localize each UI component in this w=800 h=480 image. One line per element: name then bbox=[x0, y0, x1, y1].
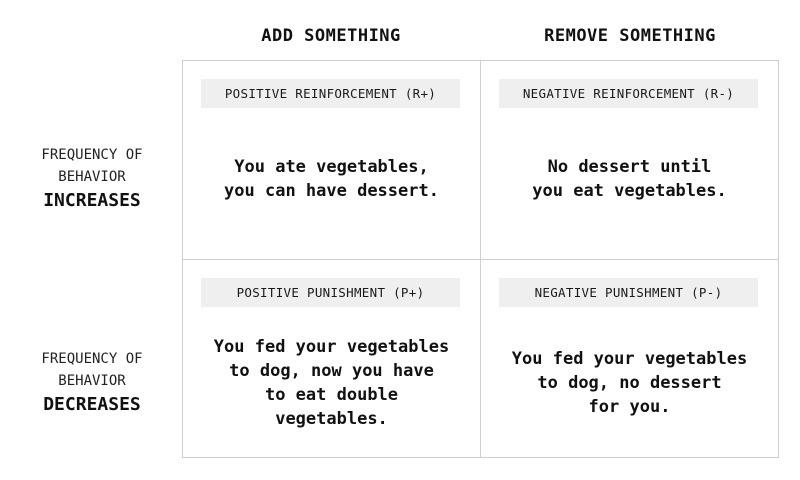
example-line: you eat vegetables. bbox=[532, 181, 727, 201]
cell-positive-punishment bbox=[183, 260, 481, 457]
column-header-remove: REMOVE SOMETHING bbox=[544, 26, 716, 46]
example-line: to dog, no dessert bbox=[537, 373, 722, 393]
example-line: You fed your vegetables bbox=[511, 349, 748, 369]
cell-positive-reinforcement bbox=[183, 61, 481, 260]
row-label-decreases-emphasis: DECREASES bbox=[43, 394, 141, 415]
tag-negative-punishment: NEGATIVE PUNISHMENT (P-) bbox=[499, 278, 758, 307]
example-line: you can have dessert. bbox=[224, 181, 439, 201]
row-label-increases bbox=[22, 144, 162, 213]
tag-positive-punishment: POSITIVE PUNISHMENT (P+) bbox=[201, 278, 460, 307]
tag-negative-reinforcement: NEGATIVE REINFORCEMENT (R-) bbox=[499, 79, 758, 108]
row-label-decreases-line2: BEHAVIOR bbox=[58, 373, 126, 389]
row-label-increases-line1: FREQUENCY OF bbox=[41, 147, 143, 163]
cell-negative-punishment bbox=[481, 260, 778, 457]
row-label-increases-line2: BEHAVIOR bbox=[58, 169, 126, 185]
example-negative-punishment bbox=[491, 347, 768, 419]
row-label-increases-emphasis: INCREASES bbox=[43, 190, 141, 211]
row-label-decreases-line1: FREQUENCY OF bbox=[41, 351, 143, 367]
tag-positive-reinforcement: POSITIVE REINFORCEMENT (R+) bbox=[201, 79, 460, 108]
example-line: No dessert until bbox=[547, 157, 712, 177]
example-line: vegetables. bbox=[275, 409, 388, 429]
row-label-decreases bbox=[22, 348, 162, 417]
cell-negative-reinforcement bbox=[481, 61, 778, 260]
column-header-add: ADD SOMETHING bbox=[261, 26, 401, 46]
example-positive-punishment bbox=[193, 335, 470, 431]
quadrant-grid bbox=[182, 60, 779, 458]
example-line: to eat double bbox=[264, 385, 399, 405]
example-line: You ate vegetables, bbox=[234, 157, 429, 177]
example-negative-reinforcement bbox=[491, 155, 768, 203]
example-line: You fed your vegetables bbox=[213, 337, 450, 357]
example-positive-reinforcement bbox=[193, 155, 470, 203]
example-line: to dog, now you have bbox=[229, 361, 434, 381]
example-line: for you. bbox=[588, 397, 671, 417]
